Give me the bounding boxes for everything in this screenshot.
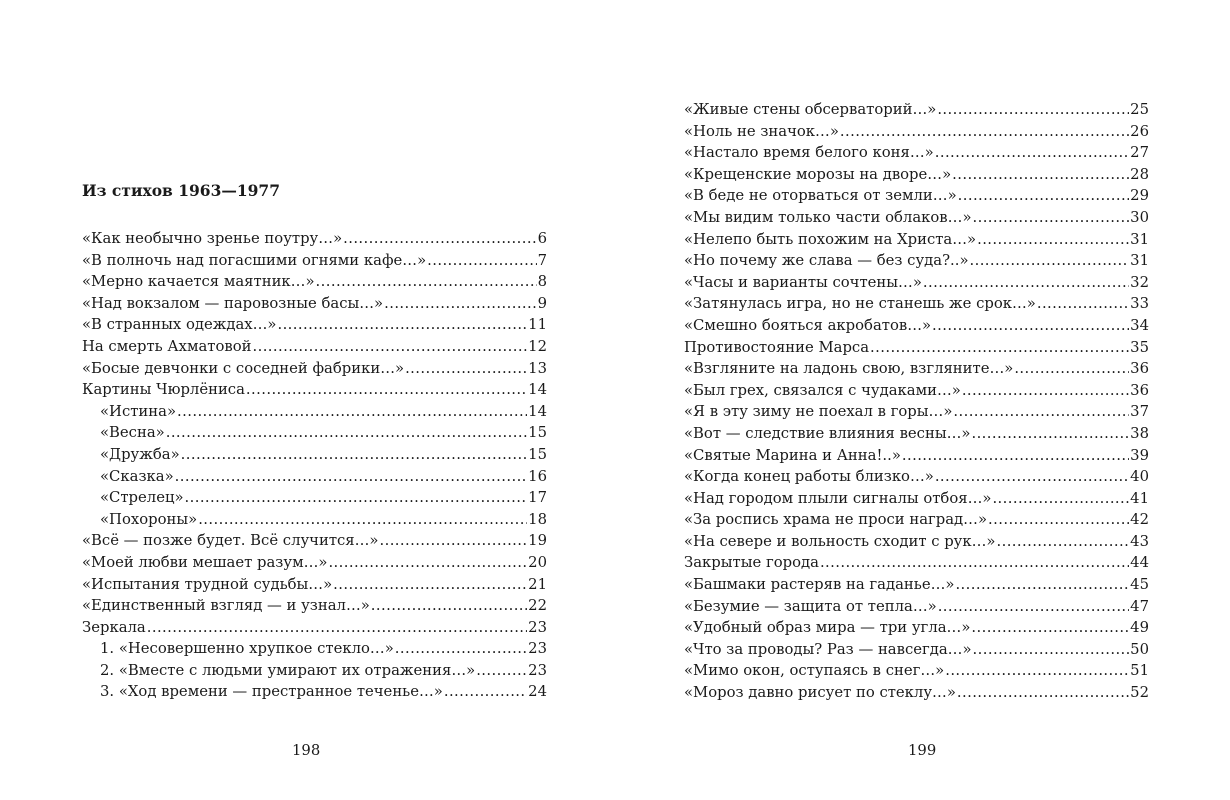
toc-entry-page-number: 44 bbox=[1130, 554, 1149, 572]
toc-entry bbox=[684, 337, 1149, 359]
toc-entry-title: «Истина» bbox=[100, 402, 177, 420]
toc-entry bbox=[684, 229, 1149, 251]
toc-entry-page-number: 29 bbox=[1130, 187, 1149, 205]
dot-leader bbox=[427, 250, 536, 272]
dot-leader bbox=[992, 488, 1129, 510]
toc-entry-title: «Мы видим только части облаков…» bbox=[684, 208, 972, 226]
toc-entry-title: «Моей любви мешает разум…» bbox=[82, 553, 328, 571]
dot-leader bbox=[147, 617, 527, 639]
dot-leader bbox=[371, 595, 527, 617]
dot-leader bbox=[988, 509, 1129, 531]
toc-entry-page-number: 31 bbox=[1130, 252, 1149, 270]
dot-leader bbox=[1014, 358, 1129, 380]
right-toc-list bbox=[684, 99, 1149, 704]
toc-entry bbox=[684, 423, 1149, 445]
toc-entry-page-number: 26 bbox=[1130, 122, 1149, 140]
toc-entry-page-number: 8 bbox=[537, 273, 547, 291]
dot-leader bbox=[952, 164, 1129, 186]
toc-entry-title: «Нелепо быть похожим на Христа…» bbox=[684, 230, 977, 248]
toc-entry-title: «Всё — позже будет. Всё случится…» bbox=[82, 532, 379, 550]
toc-entry-page-number: 37 bbox=[1130, 403, 1149, 421]
toc-entry bbox=[82, 314, 547, 336]
toc-entry-title: «Настало время белого коня…» bbox=[684, 144, 934, 162]
toc-entry-page-number: 32 bbox=[1130, 273, 1149, 291]
dot-leader bbox=[953, 401, 1129, 423]
toc-entry-title: «Испытания трудной судьбы…» bbox=[82, 575, 333, 593]
dot-leader bbox=[175, 466, 528, 488]
toc-entry-page-number: 15 bbox=[528, 424, 547, 442]
toc-entry-page-number: 21 bbox=[528, 575, 547, 593]
toc-entry-title: «Единственный взгляд — и узнал…» bbox=[82, 597, 370, 615]
toc-entry-page-number: 24 bbox=[528, 683, 547, 701]
toc-entry bbox=[82, 336, 547, 358]
toc-entry-title: «В странных одеждах…» bbox=[82, 316, 277, 334]
left-toc-list bbox=[82, 228, 547, 703]
toc-entry-page-number: 28 bbox=[1130, 165, 1149, 183]
toc-entry bbox=[82, 681, 547, 703]
dot-leader bbox=[945, 660, 1129, 682]
dot-leader bbox=[902, 445, 1129, 467]
toc-entry-page-number: 23 bbox=[528, 640, 547, 658]
toc-entry-page-number: 16 bbox=[528, 467, 547, 485]
toc-entry bbox=[684, 466, 1149, 488]
toc-entry-title: «В беде не оторваться от земли…» bbox=[684, 187, 957, 205]
toc-entry bbox=[82, 617, 547, 639]
dot-leader bbox=[405, 358, 527, 380]
toc-entry-page-number: 49 bbox=[1130, 619, 1149, 637]
toc-entry-title: «Святые Марина и Анна!..» bbox=[684, 446, 901, 464]
dot-leader bbox=[932, 315, 1129, 337]
dot-leader bbox=[971, 423, 1129, 445]
toc-entry-page-number: 19 bbox=[528, 532, 547, 550]
dot-leader bbox=[958, 185, 1130, 207]
toc-entry bbox=[684, 293, 1149, 315]
toc-entry-title: Зеркала bbox=[82, 618, 146, 636]
toc-entry-page-number: 41 bbox=[1130, 489, 1149, 507]
toc-entry-page-number: 47 bbox=[1130, 597, 1149, 615]
dot-leader bbox=[840, 121, 1129, 143]
toc-entry bbox=[82, 358, 547, 380]
dot-leader bbox=[923, 272, 1129, 294]
dot-leader bbox=[973, 207, 1130, 229]
dot-leader bbox=[246, 379, 527, 401]
toc-entry-title: «Крещенские морозы на дворе…» bbox=[684, 165, 952, 183]
toc-entry bbox=[684, 660, 1149, 682]
toc-entry-title: «Безумие — защита от тепла…» bbox=[684, 597, 937, 615]
dot-leader bbox=[935, 466, 1129, 488]
toc-entry bbox=[684, 272, 1149, 294]
toc-entry-title: «Что за проводы? Раз — навсегда…» bbox=[684, 640, 972, 658]
dot-leader bbox=[395, 638, 527, 660]
toc-entry-title: «Мороз давно рисует по стеклу…» bbox=[684, 684, 956, 702]
right-page-number: 199 bbox=[908, 742, 937, 759]
toc-entry bbox=[82, 228, 547, 250]
toc-entry bbox=[684, 142, 1149, 164]
dot-leader bbox=[977, 229, 1129, 251]
toc-entry-page-number: 51 bbox=[1130, 662, 1149, 680]
toc-entry-title: «В полночь над погасшими огнями кафе…» bbox=[82, 251, 427, 269]
toc-entry bbox=[82, 444, 547, 466]
toc-entry-page-number: 52 bbox=[1130, 684, 1149, 702]
toc-entry-page-number: 38 bbox=[1130, 424, 1149, 442]
toc-entry-page-number: 17 bbox=[528, 489, 547, 507]
dot-leader bbox=[962, 380, 1129, 402]
toc-entry-title: «Взгляните на ладонь свою, взгляните…» bbox=[684, 360, 1014, 378]
dot-leader bbox=[185, 487, 528, 509]
toc-entry-title: «Стрелец» bbox=[100, 489, 184, 507]
toc-entry-title: «Удобный образ мира — три угла…» bbox=[684, 619, 971, 637]
dot-leader bbox=[379, 530, 527, 552]
toc-entry-page-number: 43 bbox=[1130, 532, 1149, 550]
toc-entry-title: «Босые девчонки с соседней фабрики…» bbox=[82, 359, 405, 377]
dot-leader bbox=[328, 552, 527, 574]
dot-leader bbox=[476, 660, 527, 682]
toc-entry-title: «Похороны» bbox=[100, 510, 198, 528]
toc-entry bbox=[684, 552, 1149, 574]
toc-entry-page-number: 27 bbox=[1130, 144, 1149, 162]
toc-entry-page-number: 31 bbox=[1130, 230, 1149, 248]
toc-entry-title: «Но почему же слава — без суда?..» bbox=[684, 252, 969, 270]
toc-entry-page-number: 14 bbox=[528, 381, 547, 399]
toc-entry-page-number: 15 bbox=[528, 445, 547, 463]
toc-entry-page-number: 42 bbox=[1130, 511, 1149, 529]
toc-entry-title: Противостояние Марса bbox=[684, 338, 870, 356]
toc-entry-title: «Затянулась игра, но не станешь же срок…» bbox=[684, 295, 1036, 313]
toc-entry-title: На смерть Ахматовой bbox=[82, 337, 252, 355]
toc-entry-title: «На севере и вольность сходит с рук…» bbox=[684, 532, 996, 550]
dot-leader bbox=[277, 314, 527, 336]
dot-leader bbox=[955, 574, 1129, 596]
toc-entry bbox=[82, 638, 547, 660]
dot-leader bbox=[316, 271, 537, 293]
toc-entry bbox=[82, 271, 547, 293]
toc-entry-title: Картины Чюрлёниса bbox=[82, 381, 245, 399]
toc-entry-title: «Когда конец работы близко…» bbox=[684, 468, 934, 486]
toc-entry-page-number: 33 bbox=[1130, 295, 1149, 313]
toc-entry-title: «Часы и варианты сочтены…» bbox=[684, 273, 922, 291]
toc-entry bbox=[684, 185, 1149, 207]
toc-entry-page-number: 11 bbox=[528, 316, 547, 334]
toc-entry bbox=[684, 574, 1149, 596]
toc-entry-title: Закрытые города bbox=[684, 554, 819, 572]
dot-leader bbox=[957, 682, 1129, 704]
toc-entry bbox=[684, 682, 1149, 704]
section-title: Из стихов 1963—1977 bbox=[82, 181, 280, 200]
dot-leader bbox=[996, 531, 1129, 553]
toc-entry-title: 1. «Несовершенно хрупкое стекло…» bbox=[100, 640, 394, 658]
toc-entry bbox=[82, 250, 547, 272]
toc-entry bbox=[82, 466, 547, 488]
toc-entry-page-number: 13 bbox=[528, 359, 547, 377]
dot-leader bbox=[384, 293, 536, 315]
toc-entry-title: «Мимо окон, оступаясь в снег…» bbox=[684, 662, 945, 680]
toc-entry-title: «Я в эту зиму не поехал в горы…» bbox=[684, 403, 953, 421]
toc-entry bbox=[82, 293, 547, 315]
toc-entry bbox=[684, 401, 1149, 423]
toc-entry bbox=[684, 380, 1149, 402]
toc-entry bbox=[684, 207, 1149, 229]
toc-entry-page-number: 30 bbox=[1130, 208, 1149, 226]
toc-entry bbox=[684, 121, 1149, 143]
toc-entry-title: «За роспись храма не проси наград…» bbox=[684, 511, 988, 529]
toc-entry-title: «Сказка» bbox=[100, 467, 174, 485]
toc-entry-page-number: 7 bbox=[537, 251, 547, 269]
toc-entry bbox=[684, 596, 1149, 618]
toc-entry-page-number: 6 bbox=[537, 230, 547, 247]
toc-entry-page-number: 12 bbox=[528, 337, 547, 355]
dot-leader bbox=[181, 444, 528, 466]
toc-entry-title: 2. «Вместе с людьми умирают их отражения…» bbox=[100, 661, 476, 679]
dot-leader bbox=[938, 596, 1129, 618]
toc-entry-title: «Мерно качается маятник…» bbox=[82, 273, 315, 291]
dot-leader bbox=[252, 336, 527, 358]
dot-leader bbox=[343, 228, 536, 250]
toc-entry bbox=[82, 379, 547, 401]
left-page-number: 198 bbox=[292, 742, 321, 759]
toc-entry-title: «Вот — следствие влияния весны…» bbox=[684, 424, 971, 442]
toc-entry bbox=[82, 401, 547, 423]
dot-leader bbox=[870, 337, 1129, 359]
toc-entry bbox=[82, 552, 547, 574]
dot-leader bbox=[177, 401, 527, 423]
toc-entry bbox=[82, 487, 547, 509]
toc-entry-page-number: 23 bbox=[528, 618, 547, 636]
toc-entry-title: «Смешно бояться акробатов…» bbox=[684, 316, 932, 334]
toc-entry-title: «Как необычно зренье поутру…» bbox=[82, 230, 343, 247]
dot-leader bbox=[971, 617, 1129, 639]
toc-entry-page-number: 23 bbox=[528, 661, 547, 679]
toc-entry-page-number: 18 bbox=[528, 510, 547, 528]
toc-entry-title: «Над вокзалом — паровозные басы…» bbox=[82, 294, 384, 312]
dot-leader bbox=[937, 99, 1129, 121]
toc-entry bbox=[684, 617, 1149, 639]
toc-entry bbox=[684, 509, 1149, 531]
dot-leader bbox=[1037, 293, 1129, 315]
toc-entry bbox=[684, 445, 1149, 467]
toc-entry-title: «Над городом плыли сигналы отбоя…» bbox=[684, 489, 992, 507]
toc-entry bbox=[82, 509, 547, 531]
toc-entry bbox=[684, 531, 1149, 553]
dot-leader bbox=[820, 552, 1129, 574]
dot-leader bbox=[166, 422, 527, 444]
toc-entry bbox=[82, 422, 547, 444]
toc-entry-title: «Живые стены обсерваторий…» bbox=[684, 101, 937, 118]
toc-entry-page-number: 14 bbox=[528, 402, 547, 420]
dot-leader bbox=[333, 574, 527, 596]
dot-leader bbox=[973, 639, 1130, 661]
toc-entry-title: «Весна» bbox=[100, 424, 165, 442]
dot-leader bbox=[198, 509, 527, 531]
dot-leader bbox=[935, 142, 1129, 164]
toc-entry-title: «Ноль не значок…» bbox=[684, 122, 839, 140]
toc-entry-title: «Был грех, связался с чудаками…» bbox=[684, 381, 961, 399]
toc-entry bbox=[684, 639, 1149, 661]
dot-leader bbox=[444, 681, 527, 703]
toc-entry bbox=[684, 315, 1149, 337]
toc-entry-page-number: 45 bbox=[1130, 576, 1149, 594]
toc-entry bbox=[82, 660, 547, 682]
toc-entry-page-number: 25 bbox=[1130, 101, 1149, 118]
toc-entry bbox=[82, 595, 547, 617]
toc-entry-title: «Башмаки растеряв на гаданье…» bbox=[684, 576, 955, 594]
toc-entry-page-number: 40 bbox=[1130, 468, 1149, 486]
dot-leader bbox=[970, 250, 1130, 272]
toc-entry-page-number: 36 bbox=[1130, 381, 1149, 399]
toc-entry bbox=[82, 530, 547, 552]
toc-entry-page-number: 39 bbox=[1130, 446, 1149, 464]
toc-entry bbox=[684, 164, 1149, 186]
toc-entry bbox=[82, 574, 547, 596]
toc-entry-page-number: 50 bbox=[1130, 640, 1149, 658]
toc-entry bbox=[684, 488, 1149, 510]
toc-entry-page-number: 22 bbox=[528, 597, 547, 615]
toc-entry-page-number: 34 bbox=[1130, 316, 1149, 334]
toc-entry-page-number: 9 bbox=[537, 294, 547, 312]
toc-entry bbox=[684, 250, 1149, 272]
toc-entry bbox=[684, 358, 1149, 380]
toc-entry-page-number: 36 bbox=[1130, 360, 1149, 378]
toc-entry-title: «Дружба» bbox=[100, 445, 180, 463]
toc-entry-page-number: 20 bbox=[528, 553, 547, 571]
toc-entry bbox=[684, 99, 1149, 121]
toc-entry-title: 3. «Ход времени — престранное теченье…» bbox=[100, 683, 443, 701]
toc-entry-page-number: 35 bbox=[1130, 338, 1149, 356]
